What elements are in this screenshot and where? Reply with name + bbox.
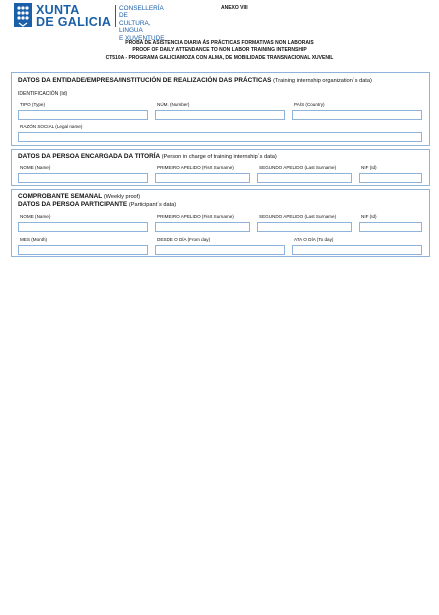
from-day-field[interactable]: [155, 245, 285, 255]
section-title: DATOS DA ENTIDADE/EMPRESA/INSTITUCIÓN DE REALIZACIÓN DAS PRÁCTICAS (Training internship organization´s data): [18, 77, 372, 84]
entity-section: [11, 72, 430, 146]
type-field[interactable]: [18, 110, 148, 120]
weekly-proof-section: [11, 189, 430, 257]
galicia-emblem-icon: [14, 3, 32, 27]
participant-name-field[interactable]: [18, 222, 148, 232]
document-title: PROBA DE ASISTENCIA DIARIA ÁS PRÁCTICAS FORMATIVAS NON LABORAIS: [125, 40, 314, 46]
document-titles: [0, 40, 439, 62]
participant-nif-field[interactable]: [359, 222, 422, 232]
month-label: MES (Month): [20, 237, 48, 242]
participant-first-surname-label: PRIMEIRO APELIDO (Fisrt Surname): [157, 214, 234, 219]
xunta-logo: [14, 3, 174, 42]
participant-first-surname-field[interactable]: [155, 222, 250, 232]
document-subtitle-en: PROOF OF DAILY ATTENDANCE TO NON LABOR TRAINING INTERNSHIP: [132, 47, 307, 54]
from-day-label: DESDE O DÍA (From day): [157, 237, 211, 242]
identification-label: IDENTIFICACIÓN (Id): [18, 91, 68, 97]
tutor-nif-label: NIF (Id): [361, 165, 377, 170]
to-day-field[interactable]: [292, 245, 422, 255]
country-field[interactable]: [292, 110, 422, 120]
annex-label: ANEXO VIII: [221, 5, 248, 11]
tutor-nif-field[interactable]: [359, 173, 422, 183]
legal-name-label: RAZÓN SOCIAL (Legal name): [20, 124, 83, 129]
tutor-name-label: NOME (Name): [20, 165, 51, 170]
tutor-second-surname-field[interactable]: [257, 173, 352, 183]
program-code: CT510A - PROGRAMA GALICIAMOZA CON ALMA, DE MOBILIDADE TRANSNACIONAL XUVENIL: [105, 54, 334, 61]
to-day-label: ATA O DÍA (To day): [294, 237, 334, 242]
type-label: TIPO (Type): [20, 102, 46, 107]
tutor-section: [11, 149, 430, 186]
legal-name-field[interactable]: [18, 132, 422, 142]
country-label: PAÍS (Country): [294, 102, 325, 107]
month-field[interactable]: [18, 245, 148, 255]
participant-second-surname-label: SEGUNDO APELIDO (Last Surname): [259, 214, 337, 219]
section-title: COMPROBANTE SEMANAL (Weekly proof): [18, 193, 141, 200]
logo-separator: [115, 5, 116, 27]
tutor-name-field[interactable]: [18, 173, 148, 183]
section-title: DATOS DA PERSOA ENCARGADA DA TITORÍA (Person in charge of training internship´s data): [18, 153, 277, 160]
tutor-first-surname-label: PRIMEIRO APELIDO (Fisrt Surname): [157, 165, 234, 170]
participant-title: DATOS DA PERSOA PARTICIPANTE (Participant´s data): [18, 201, 177, 208]
tutor-first-surname-field[interactable]: [155, 173, 250, 183]
number-field[interactable]: [155, 110, 285, 120]
logo-text: XUNTA DE GALICIA: [36, 3, 112, 29]
participant-second-surname-field[interactable]: [257, 222, 352, 232]
participant-nif-label: NIF (Id): [361, 214, 377, 219]
participant-name-label: NOME (Name): [20, 214, 51, 219]
page-header: [0, 0, 439, 40]
tutor-second-surname-label: SEGUNDO APELIDO (Last Surname): [259, 165, 337, 170]
number-label: NÚM. (Number): [157, 102, 190, 107]
department-name: CONSELLERÍA DE CULTURA, LINGUA E XUVENTUDE: [119, 5, 165, 42]
